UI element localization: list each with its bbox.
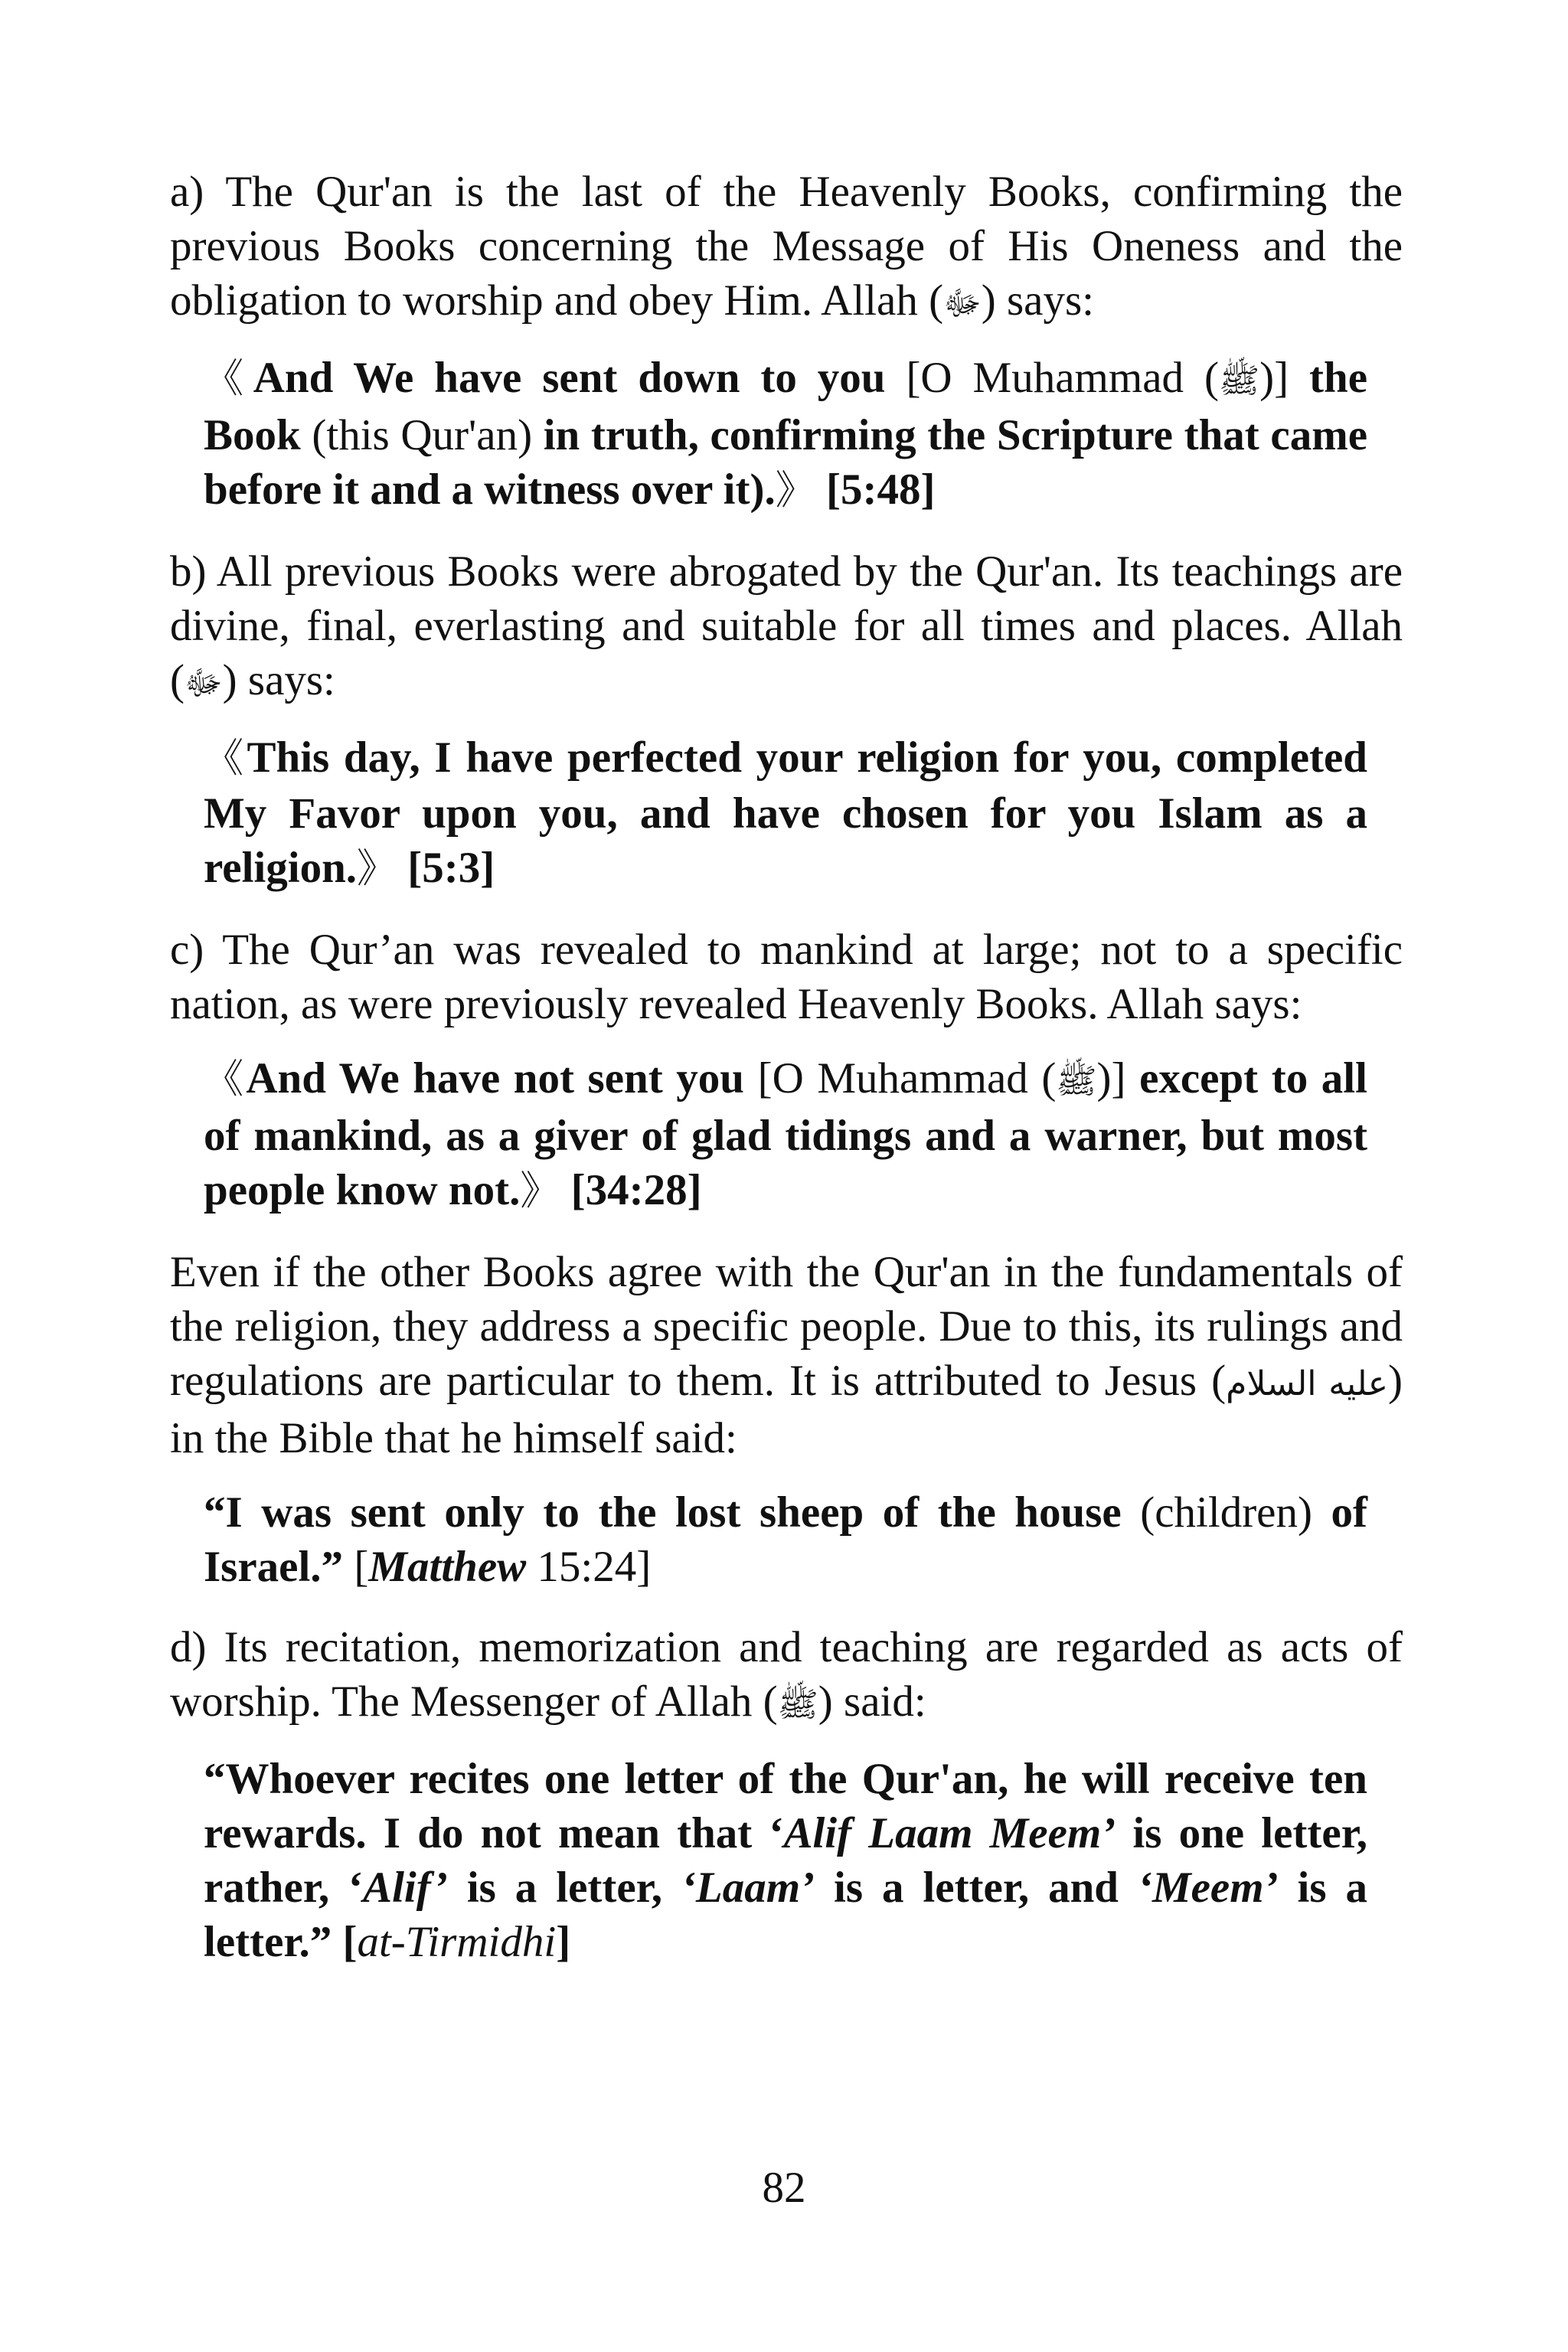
quote-bold-italic-text: Alif Laam Meem’ bbox=[783, 1809, 1116, 1857]
quote-bold-italic-text: ‘Laam’ bbox=[681, 1864, 815, 1912]
quote-bold-text: This day, I have perfected your religion for you, completed My Favor upon you, and have chosen for you Islam as a religion. bbox=[204, 733, 1367, 892]
page-body bbox=[170, 165, 1403, 1995]
paragraph-even-text-end: ) in the Bible that he himself said: bbox=[170, 1357, 1403, 1462]
paragraph-even-if bbox=[170, 1245, 1403, 1465]
paragraph-even-text: Even if the other Books agree with the Qur'an in the fundamentals of the religion, they address a specific people. Due to this, its rulings and regulations are particular to them. It is attributed to Jesus ( bbox=[170, 1248, 1403, 1405]
honorific-glyph: ﷺ bbox=[1218, 362, 1260, 400]
paragraph-c-text: c) The Qur’an was revealed to mankind at large; not to a specific nation, as were previously revealed Heavenly Books. Allah says: bbox=[170, 926, 1403, 1028]
open-bracket-ornament: 《 bbox=[204, 1058, 247, 1102]
quote-plain-text: )] bbox=[1096, 1054, 1140, 1102]
quote-plain-text: [O Muhammad ( bbox=[744, 1054, 1057, 1102]
quote-bold-text: And We have not sent you bbox=[246, 1054, 745, 1102]
paragraph-d-text: d) Its recitation, memorization and teaching are regarded as acts of worship. The Messenger of Allah ( bbox=[170, 1623, 1403, 1726]
paragraph-d-text-end: ) said: bbox=[818, 1677, 926, 1726]
quote-bold-text: is a letter, bbox=[447, 1864, 681, 1912]
quote-bold-text: “I was sent only to the lost sheep of the house bbox=[204, 1488, 1122, 1537]
honorific-glyph: ﷻ bbox=[943, 285, 982, 322]
open-bracket-ornament: 《 bbox=[204, 737, 247, 781]
quote-bold-text: the Book bbox=[204, 354, 1367, 459]
paragraph-b bbox=[170, 544, 1403, 710]
honorific-glyph: ﷻ bbox=[184, 665, 223, 702]
quote-matthew bbox=[204, 1485, 1367, 1594]
quote-bold-text: of Israel.” bbox=[204, 1488, 1367, 1591]
quote-plain-text: (children) bbox=[1121, 1488, 1331, 1537]
quote-hadith bbox=[204, 1752, 1367, 1969]
page-number: 82 bbox=[762, 2164, 806, 2212]
quote-bold-italic-text: ‘Meem’ bbox=[1137, 1864, 1279, 1912]
honorific-glyph: ﷺ bbox=[777, 1686, 818, 1723]
quote-5-3 bbox=[204, 730, 1367, 897]
quote-5-48 bbox=[204, 351, 1367, 518]
quote-bold-text: is a letter, and bbox=[815, 1864, 1138, 1912]
quote-source-title: Matthew bbox=[368, 1543, 527, 1591]
paragraph-b-text-end: ) says: bbox=[222, 656, 335, 704]
paragraph-a-text-end: ) says: bbox=[981, 276, 1094, 325]
open-bracket-ornament: 《 bbox=[204, 358, 253, 401]
quote-plain-text: 15:24] bbox=[526, 1543, 652, 1591]
quote-bold-text: except to all of mankind, as a giver of glad tidings and a warner, but most people know not. bbox=[204, 1054, 1367, 1214]
honorific-glyph: عليه السلام bbox=[1226, 1365, 1388, 1403]
paragraph-d bbox=[170, 1620, 1403, 1732]
quote-plain-text: )] bbox=[1259, 354, 1310, 402]
quote-bold-text: in truth, confirming the Scripture that came before it and a witness over it). bbox=[204, 411, 1367, 514]
honorific-glyph: ﷺ bbox=[1056, 1063, 1097, 1100]
quote-plain-text: (this Qur'an) bbox=[300, 411, 544, 459]
quote-bold-text: is a letter.” [ bbox=[204, 1864, 1367, 1966]
verse-reference: [5:3] bbox=[397, 844, 495, 892]
paragraph-b-text: b) All previous Books were abrogated by the Qur'an. Its teachings are divine, final, everlasting and suitable for all times and places. Allah ( bbox=[170, 547, 1403, 704]
paragraph-a-text: a) The Qur'an is the last of the Heavenly Books, confirming the previous Books concerning the Message of His Oneness and the obligation to worship and obey Him. Allah ( bbox=[170, 168, 1403, 325]
verse-reference: [5:48] bbox=[815, 466, 936, 514]
quote-bold-italic-text: Alif’ bbox=[363, 1864, 448, 1912]
verse-reference: [34:28] bbox=[560, 1166, 702, 1214]
quote-34-28 bbox=[204, 1051, 1367, 1219]
quote-bold-text: is one letter, rather, ‘ bbox=[204, 1809, 1368, 1912]
quote-plain-text: [ bbox=[343, 1543, 369, 1591]
paragraph-a bbox=[170, 165, 1403, 331]
hadith-source: at-Tirmidhi bbox=[357, 1918, 557, 1966]
close-bracket-ornament: 》 bbox=[775, 469, 815, 513]
close-bracket-ornament: 》 bbox=[520, 1170, 560, 1214]
paragraph-c bbox=[170, 923, 1403, 1031]
quote-bold-text: ] bbox=[556, 1918, 571, 1966]
close-bracket-ornament: 》 bbox=[357, 848, 397, 891]
quote-bold-text: And We have sent down to you bbox=[253, 354, 886, 402]
quote-plain-text: [O Muhammad ( bbox=[885, 354, 1219, 402]
quote-bold-text: “Whoever recites one letter of the Qur'an, he will receive ten rewards. I do not mean that ‘ bbox=[204, 1755, 1367, 1857]
